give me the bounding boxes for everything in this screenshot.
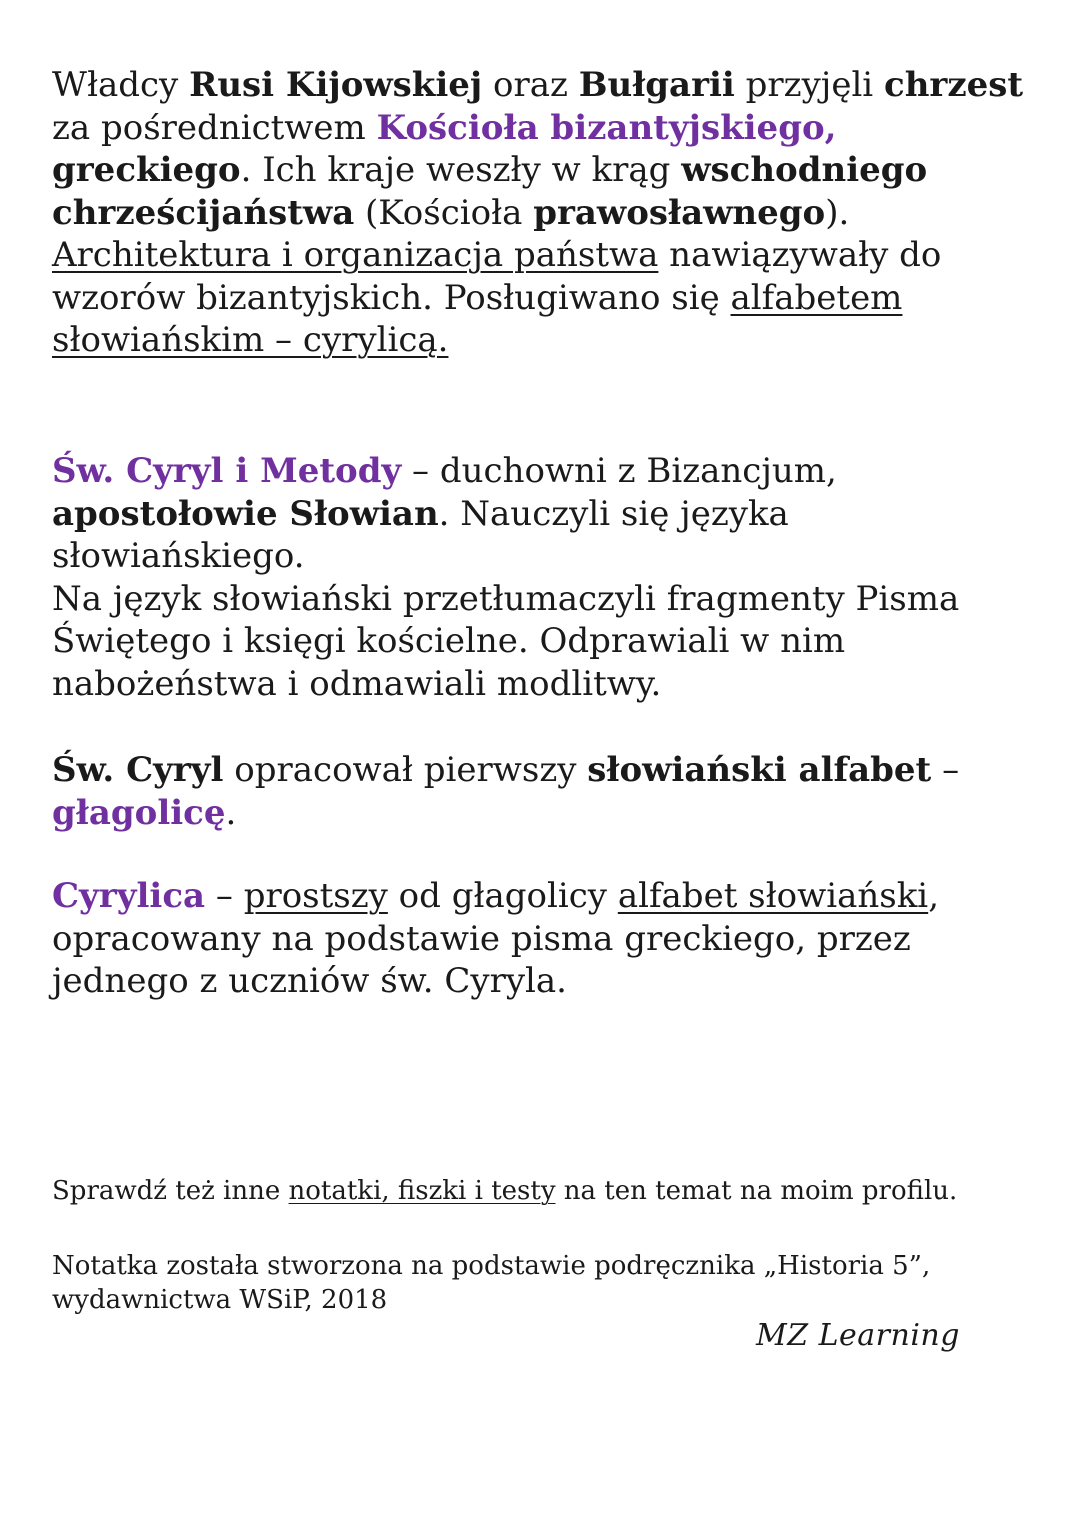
term-greckiego: greckiego — [52, 150, 241, 190]
text: od głagolicy — [387, 876, 618, 916]
text: – — [205, 876, 244, 916]
text: ). — [825, 192, 850, 233]
text: Sprawdź też inne — [52, 1176, 289, 1206]
term-sw-cyryl: Św. Cyryl — [52, 750, 224, 790]
term-prawoslawny: prawosławnego — [533, 192, 826, 233]
profile-link[interactable]: notatki, fiszki i testy — [288, 1176, 556, 1206]
term-wschodnie-chrzescijanstwo: wschodniego chrześcijaństwa — [52, 150, 928, 233]
term-cyrylica: Cyrylica — [52, 876, 206, 916]
text: na ten temat na moim profilu. — [555, 1176, 958, 1206]
term-rus-kijowska: Rusi Kijowskiej — [189, 65, 483, 105]
text: przyjęli — [734, 65, 884, 105]
paragraph-rus-bulgaria — [52, 64, 1042, 362]
text: . Ich kraje weszły w krąg — [240, 150, 682, 190]
underlined-prostszy: prostszy — [243, 876, 388, 916]
term-glagolica: głagolicę — [52, 792, 226, 833]
text: – — [931, 750, 960, 790]
footer-source-note: Notatka została stworzona na podstawie podręcznika „Historia 5”, wydawnictwa WSiP, 2018 — [52, 1251, 931, 1315]
underlined-architektura: Architektura i organizacja państwa — [52, 235, 659, 275]
text: za pośrednictwem — [52, 107, 377, 148]
term-chrzest: chrzest — [884, 65, 1024, 105]
text: – duchowni z Bizancjum, — [401, 451, 837, 491]
text: opracował pierwszy — [223, 750, 588, 790]
text: nawiązywały do wzorów bizantyjskich. Posługiwano się — [52, 235, 942, 318]
text: (Kościoła — [354, 192, 534, 233]
underlined-alfabet-slowianski: alfabet słowiański — [617, 876, 929, 916]
text: Władcy — [52, 65, 190, 105]
text: . Nauczyli się języka słowiańskiego. — [52, 493, 789, 576]
paragraph-cyrylica — [52, 875, 1042, 1003]
term-bulgaria: Bułgarii — [578, 65, 735, 105]
text: . — [225, 792, 237, 833]
term-cyryl-metody: Św. Cyryl i Metody — [52, 451, 402, 491]
paragraph-glagolica — [52, 749, 1042, 834]
text: oraz — [482, 65, 579, 105]
author-signature: MZ Learning — [756, 1318, 960, 1353]
paragraph-cyryl-metody — [52, 450, 1042, 705]
term-kosciol-bizantyjski: Kościoła bizantyjskiego, — [376, 107, 837, 148]
footer-profile-note — [52, 1174, 957, 1208]
text: , opracowany na podstawie pisma greckiego, przez jednego z uczniów św. Cyryla. — [52, 876, 939, 1001]
term-apostolowie: apostołowie Słowian — [52, 493, 439, 534]
underlined-alfabet: alfabetem słowiańskim – cyrylicą. — [52, 277, 903, 360]
term-slowianski-alfabet: słowiański alfabet — [587, 750, 932, 790]
text: Na język słowiański przetłumaczyli fragmenty Pisma Świętego i księgi kościelne. Odprawiali w nim nabożeństwa i odmawiali modlitwy. — [52, 578, 960, 704]
